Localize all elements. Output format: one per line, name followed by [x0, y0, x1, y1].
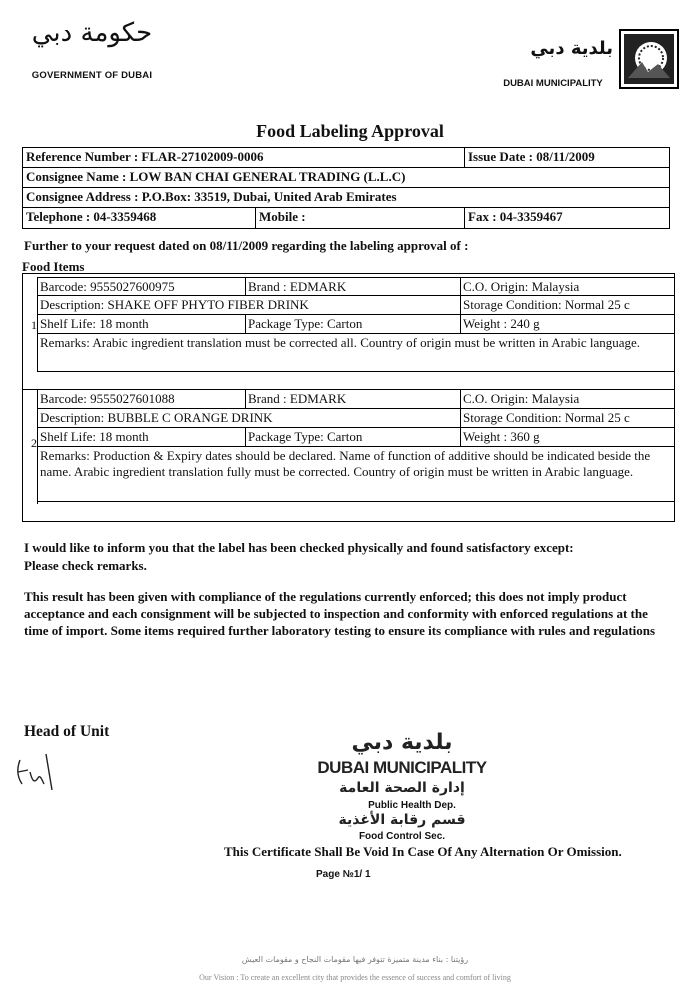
description: Description: SHAKE OFF PHYTO FIBER DRINK [40, 297, 309, 312]
food-item [37, 390, 674, 504]
gov-logo-arabic: حكومة دبي [31, 18, 153, 48]
item-row [38, 315, 674, 334]
reference-table [22, 147, 670, 229]
page-number: Page №1/ 1 [316, 869, 371, 880]
shelf-life: Shelf Life: 18 month [40, 429, 149, 444]
remarks: Remarks: Production & Expiry dates should be declared. Name of function of additive should be indicated beside the name. Arabic ingredient translation fully must be corrected. Country of origin must be written in Arabic language. [38, 447, 674, 502]
mobile: Mobile : [255, 208, 464, 228]
item-row [38, 390, 674, 409]
item-row [38, 277, 674, 296]
package-type: Package Type: Carton [245, 428, 460, 446]
dubai-municipality-logo [488, 28, 688, 92]
consignee-address: Consignee Address : P.O.Box: 33519, Dubai, United Arab Emirates [26, 189, 397, 204]
consignee-address-row [23, 188, 669, 208]
description: Description: BUBBLE C ORANGE DRINK [40, 410, 273, 425]
contact-row [23, 208, 669, 228]
item-row [38, 428, 674, 447]
consignee-name: Consignee Name : LOW BAN CHAI GENERAL TRADING (L.L.C) [26, 169, 406, 184]
gov-logo-english: GOVERNMENT OF DUBAI [31, 70, 153, 81]
head-of-unit-label: Head of Unit [24, 723, 110, 740]
weight: Weight : 360 g [460, 428, 675, 446]
food-item [37, 277, 674, 372]
inform-line: I would like to inform you that the label has been checked physically and found satisfactory except: [24, 540, 574, 555]
stamp-department: Public Health Dep. [368, 800, 456, 811]
shelf-life: Shelf Life: 18 month [40, 316, 149, 331]
government-of-dubai-logo [22, 18, 162, 90]
food-items-label: Food Items [22, 259, 85, 274]
dm-logo-arabic: بلدية دبي [530, 38, 613, 59]
barcode: Barcode: 9555027601088 [40, 391, 175, 406]
signature-mark [12, 750, 62, 795]
item-row [38, 296, 674, 315]
footer-vision-english: Our Vision : To create an excellent city that provides the essence of success and comfort of living [199, 973, 511, 982]
brand: Brand : EDMARK [245, 278, 460, 295]
consignee-name-row [23, 168, 669, 188]
municipality-emblem-icon [618, 28, 680, 90]
origin: C.O. Origin: Malaysia [460, 390, 675, 408]
item-number: 1 [31, 318, 37, 332]
package-type: Package Type: Carton [245, 315, 460, 333]
certificate-note: This Certificate Shall Be Void In Case Of Any Alternation Or Omission. [224, 844, 622, 859]
fax: Fax : 04-3359467 [464, 208, 669, 228]
dm-logo-english: DUBAI MUNICIPALITY [503, 78, 603, 89]
item-row [38, 409, 674, 428]
telephone: Telephone : 04-3359468 [26, 209, 157, 224]
stamp-arabic-title: بلدية دبي [351, 730, 453, 755]
intro-text: Further to your request dated on 08/11/2009 regarding the labeling approval of : [24, 238, 469, 253]
issue-date: Issue Date : 08/11/2009 [464, 148, 669, 167]
reference-number: Reference Number : FLAR-27102009-0006 [26, 149, 264, 164]
official-stamp [312, 730, 492, 850]
reference-row [23, 148, 669, 168]
item-number: 2 [31, 436, 37, 450]
stamp-arabic-department: إدارة الصحة العامة [339, 780, 465, 796]
check-remarks-line: Please check remarks. [24, 558, 147, 573]
stamp-english-title: DUBAI MUNICIPALITY [317, 758, 487, 777]
food-items-table [22, 273, 675, 522]
compliance-paragraph: This result has been given with compliance of the regulations currently enforced; this does not imply product acceptance and each consignment will be subjected to inspection and conformity with enforced regulations at the time of import. Some items required further laboratory testing to ensure its compliance with rules and regulations [24, 589, 656, 638]
page-title: Food Labeling Approval [256, 121, 444, 141]
brand: Brand : EDMARK [245, 390, 460, 408]
stamp-arabic-section: قسم رقابة الأغذية [338, 812, 466, 828]
weight: Weight : 240 g [460, 315, 675, 333]
stamp-section: Food Control Sec. [358, 831, 446, 842]
storage-condition: Storage Condition: Normal 25 c [460, 296, 675, 314]
footer-vision-arabic: رؤيتنا : بناء مدينة متميزة تتوفر فيها مقومات النجاح و مقومات العيش [241, 955, 469, 964]
barcode: Barcode: 9555027600975 [40, 279, 175, 294]
storage-condition: Storage Condition: Normal 25 c [460, 409, 675, 427]
origin: C.O. Origin: Malaysia [460, 278, 675, 295]
remarks: Remarks: Arabic ingredient translation must be corrected all. Country of origin must be written in Arabic language. [38, 334, 674, 372]
